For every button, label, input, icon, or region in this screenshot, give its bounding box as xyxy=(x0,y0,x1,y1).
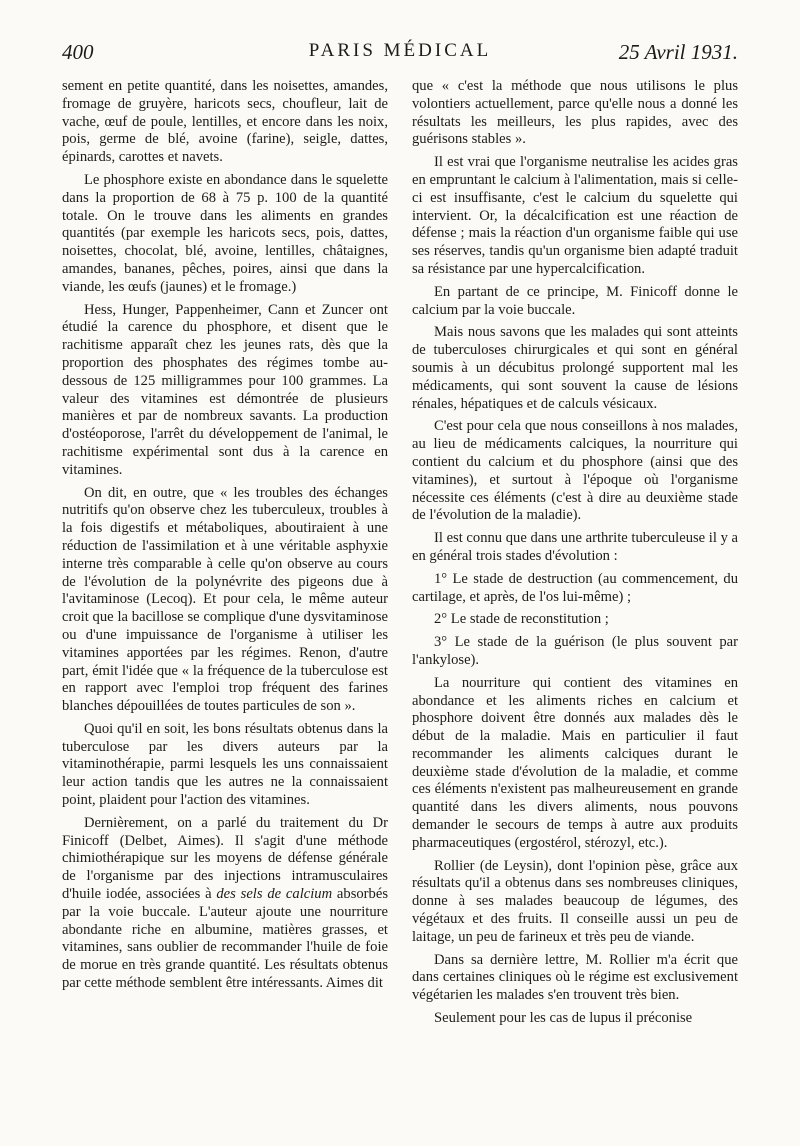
paragraph: Quoi qu'il en soit, les bons résultats obtenus dans la tuberculose par les divers auteurs par la vitaminothérapie, parmi lesquels les uns connaissaient leur action tandis que les autres ne la connaissaient point, plaident pour l'action des vitamines. xyxy=(62,720,388,809)
list-item: 2° Le stade de reconstitution ; xyxy=(434,611,609,628)
running-header xyxy=(62,40,738,72)
paragraph: C'est pour cela que nous conseillons à nos malades, au lieu de médicaments calciques, la nourriture qui contient du calcium et du phosphore (ainsi que des vitamines), et surtout à l'époque où l'organisme nécessite ces éléments (c'est à dire au deuxième stade de l'évolution de la maladie). xyxy=(412,418,738,524)
page-number: 400 xyxy=(62,40,94,64)
paragraph-text: Dernièrement, on a parlé du traitement du Dr Finicoff (Delbet, Aimes). Il s'agit d'une méthode chimiothérapique sur les moyens de défense générale de l'organisme par des injections intramusculaires d'huile iodée, associées à xyxy=(62,814,388,903)
paragraph: sement en petite quantité, dans les noisettes, amandes, fromage de gruyère, haricots secs, choufleur, lait de vache, œuf de poule, lentilles, et encore dans les noix, pois, germe de blé, avoine (farine), seigle, dattes, épinards, carottes et navets. xyxy=(62,78,388,166)
right-column xyxy=(412,78,738,1028)
paragraph: Il est connu que dans une arthrite tuberculeuse il y a en général trois stades d'évolution : xyxy=(412,530,738,564)
paragraph-text: absorbés par la voie buccale. L'auteur ajoute une nourriture abondante riche en albumine, matières grasses, et vitamines, sans oublier de recommander l'huile de foie de morue en très grande quantité. Les résultats obtenus par cette méthode semblent être intéressants. Aimes dit xyxy=(62,886,388,992)
list-item: 1° Le stade de destruction (au commencement, du cartilage, et après, de l'os lui-même) ; xyxy=(412,570,738,605)
paragraph: Dans sa dernière lettre, M. Rollier m'a écrit que dans certaines cliniques où le régime est exclusivement végétarien les malades s'en trouvent très bien. xyxy=(412,951,738,1004)
paragraph: Seulement pour les cas de lupus il préconise xyxy=(434,1010,693,1027)
italic-phrase: des sels de calcium xyxy=(216,886,333,903)
paragraph: La nourriture qui contient des vitamines en abondance et les aliments riches en calcium et phosphore doivent être donnés aux malades dès le début de la maladie. Mais en particulier il faut recommander les aliments calciques durant le deuxième stade d'évolution de la maladie, et comme ces éléments n'existent pas malheureusement en grande quantité dans les divers aliments, nous pouvons demander le secours de temps à autre aux produits pharmaceutiques (ergostérol, stérozyl, etc.). xyxy=(412,674,738,851)
paragraph: En partant de ce principe, M. Finicoff donne le calcium par la voie buccale. xyxy=(412,283,738,318)
paragraph: Rollier (de Leysin), dont l'opinion pèse, grâce aux résultats qu'il a obtenus dans ses nombreuses cliniques, donne à ses malades beaucoup de légumes, des végétaux et des fruits. Il conseille aussi un peu de laitage, un peu de farineux et très peu de viande. xyxy=(412,857,738,945)
paragraph: que « c'est la méthode que nous utilisons le plus volontiers actuellement, parce qu'elle nous a donné les résultats les meilleurs, les plus rapides, avec des guérisons stables ». xyxy=(412,78,738,148)
paragraph: Il est vrai que l'organisme neutralise les acides gras en empruntant le calcium à l'alimentation, mais si celle-ci est insuffisante, c'est le calcium du squelette qui intervient. Or, la décalcification est une réaction de défense ; mais la réaction d'un organisme faible qui use ses réserves, tandis qu'un organisme bien adapté traduit sa résistance par une hypercalcification. xyxy=(412,154,738,277)
journal-title: PARIS MÉDICAL xyxy=(308,40,492,61)
list-item: 3° Le stade de la guérison (le plus souvent par l'ankylose). xyxy=(412,634,738,668)
left-column xyxy=(62,78,388,993)
paragraph: Hess, Hunger, Pappenheimer, Cann et Zuncer ont étudié la carence du phosphore, et disent que le rachitisme apparaît chez les jeunes rats, dès que la proportion des phosphates des régimes tombe au-dessous de 125 milligrammes pour 100 grammes. La valeur des vitamines est démontrée de plusieurs manières et par de nombreux savants. La production d'ostéoporose, l'arrêt du développement de l'animal, le rachitisme expérimental sont dus à la carence en vitamines. xyxy=(62,301,388,478)
paragraph: Le phosphore existe en abondance dans le squelette dans la proportion de 68 à 75 p. 100 de la quantité totale. On le trouve dans les aliments en grandes quantités (par exemple les haricots secs, pois, dattes, noisettes, chocolat, blé, avoine, lentilles, châtaignes, amandes, bananes, pêches, poires, ainsi que dans la viande, les œufs (jaunes) et le fromage.) xyxy=(62,171,388,295)
paragraph: Mais nous savons que les malades qui sont atteints de tuberculoses chirurgicales et qui sont en général soumis à un décubitus prolongé supportent mal les médicaments, qui sont souvent la cause de lésions rénales, hépatiques et de calculs vésicaux. xyxy=(412,324,738,412)
paragraph: On dit, en outre, que « les troubles des échanges nutritifs qu'on observe chez les tuberculeux, troubles à la fois digestifs et métaboliques, aboutiraient à une réduction de l'assimilation et à une véritable asphyxie interne très comparable à celle qu'on observe au cours de l'évolution de la polynévrite des pigeons due à l'avitaminose (Lecoq). Et pour cela, le même auteur croit que la bacillose se complique d'une dysvitaminose ou d'une impuissance de l'organisme à utiliser les vitamines apportées par les régimes. Renon, d'autre part, émit l'idée que « la fréquence de la tuberculose est en rapport avec l'emploi trop fréquent des farines blanches dépouillées de toutes particules de son ». xyxy=(62,484,388,715)
paragraph xyxy=(62,815,388,993)
issue-date: 25 Avril 1931. xyxy=(618,40,738,64)
